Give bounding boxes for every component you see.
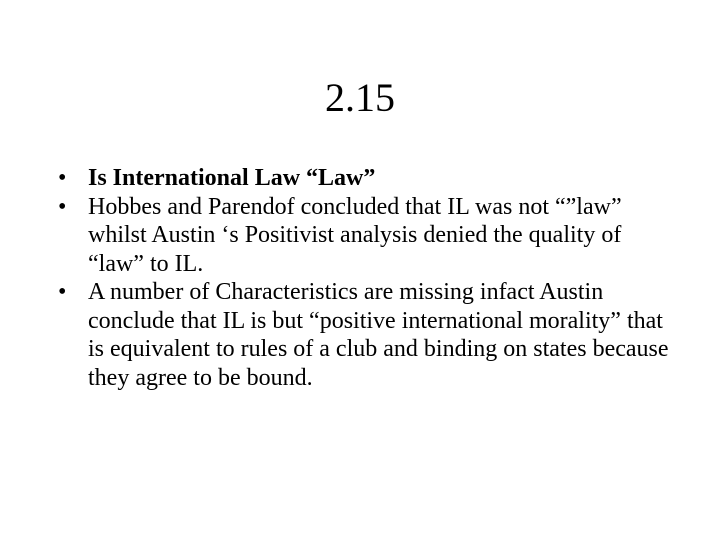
- bullet-text: Is International Law “Law”: [88, 165, 376, 191]
- bullet-icon: •: [58, 193, 67, 220]
- bullet-item-hobbes: [58, 193, 678, 279]
- bullet-icon: •: [58, 279, 67, 305]
- bullet-list: [58, 164, 678, 392]
- slide-title: 2.15: [325, 75, 395, 120]
- bullet-item-characteristics: [58, 278, 678, 392]
- bullet-item-heading: [58, 164, 678, 193]
- bullet-text: A number of Characteristics are missing infact Austin conclude that IL is but “positive international morality” that is equivalent to rules of a club and binding on states because they agree to be bound.: [88, 279, 669, 391]
- bullet-text: Hobbes and Parendof concluded that IL was not “”law” whilst Austin ‘s Positivist analysis denied the quality of “law” to IL.: [88, 193, 622, 277]
- bullet-icon: •: [58, 165, 67, 191]
